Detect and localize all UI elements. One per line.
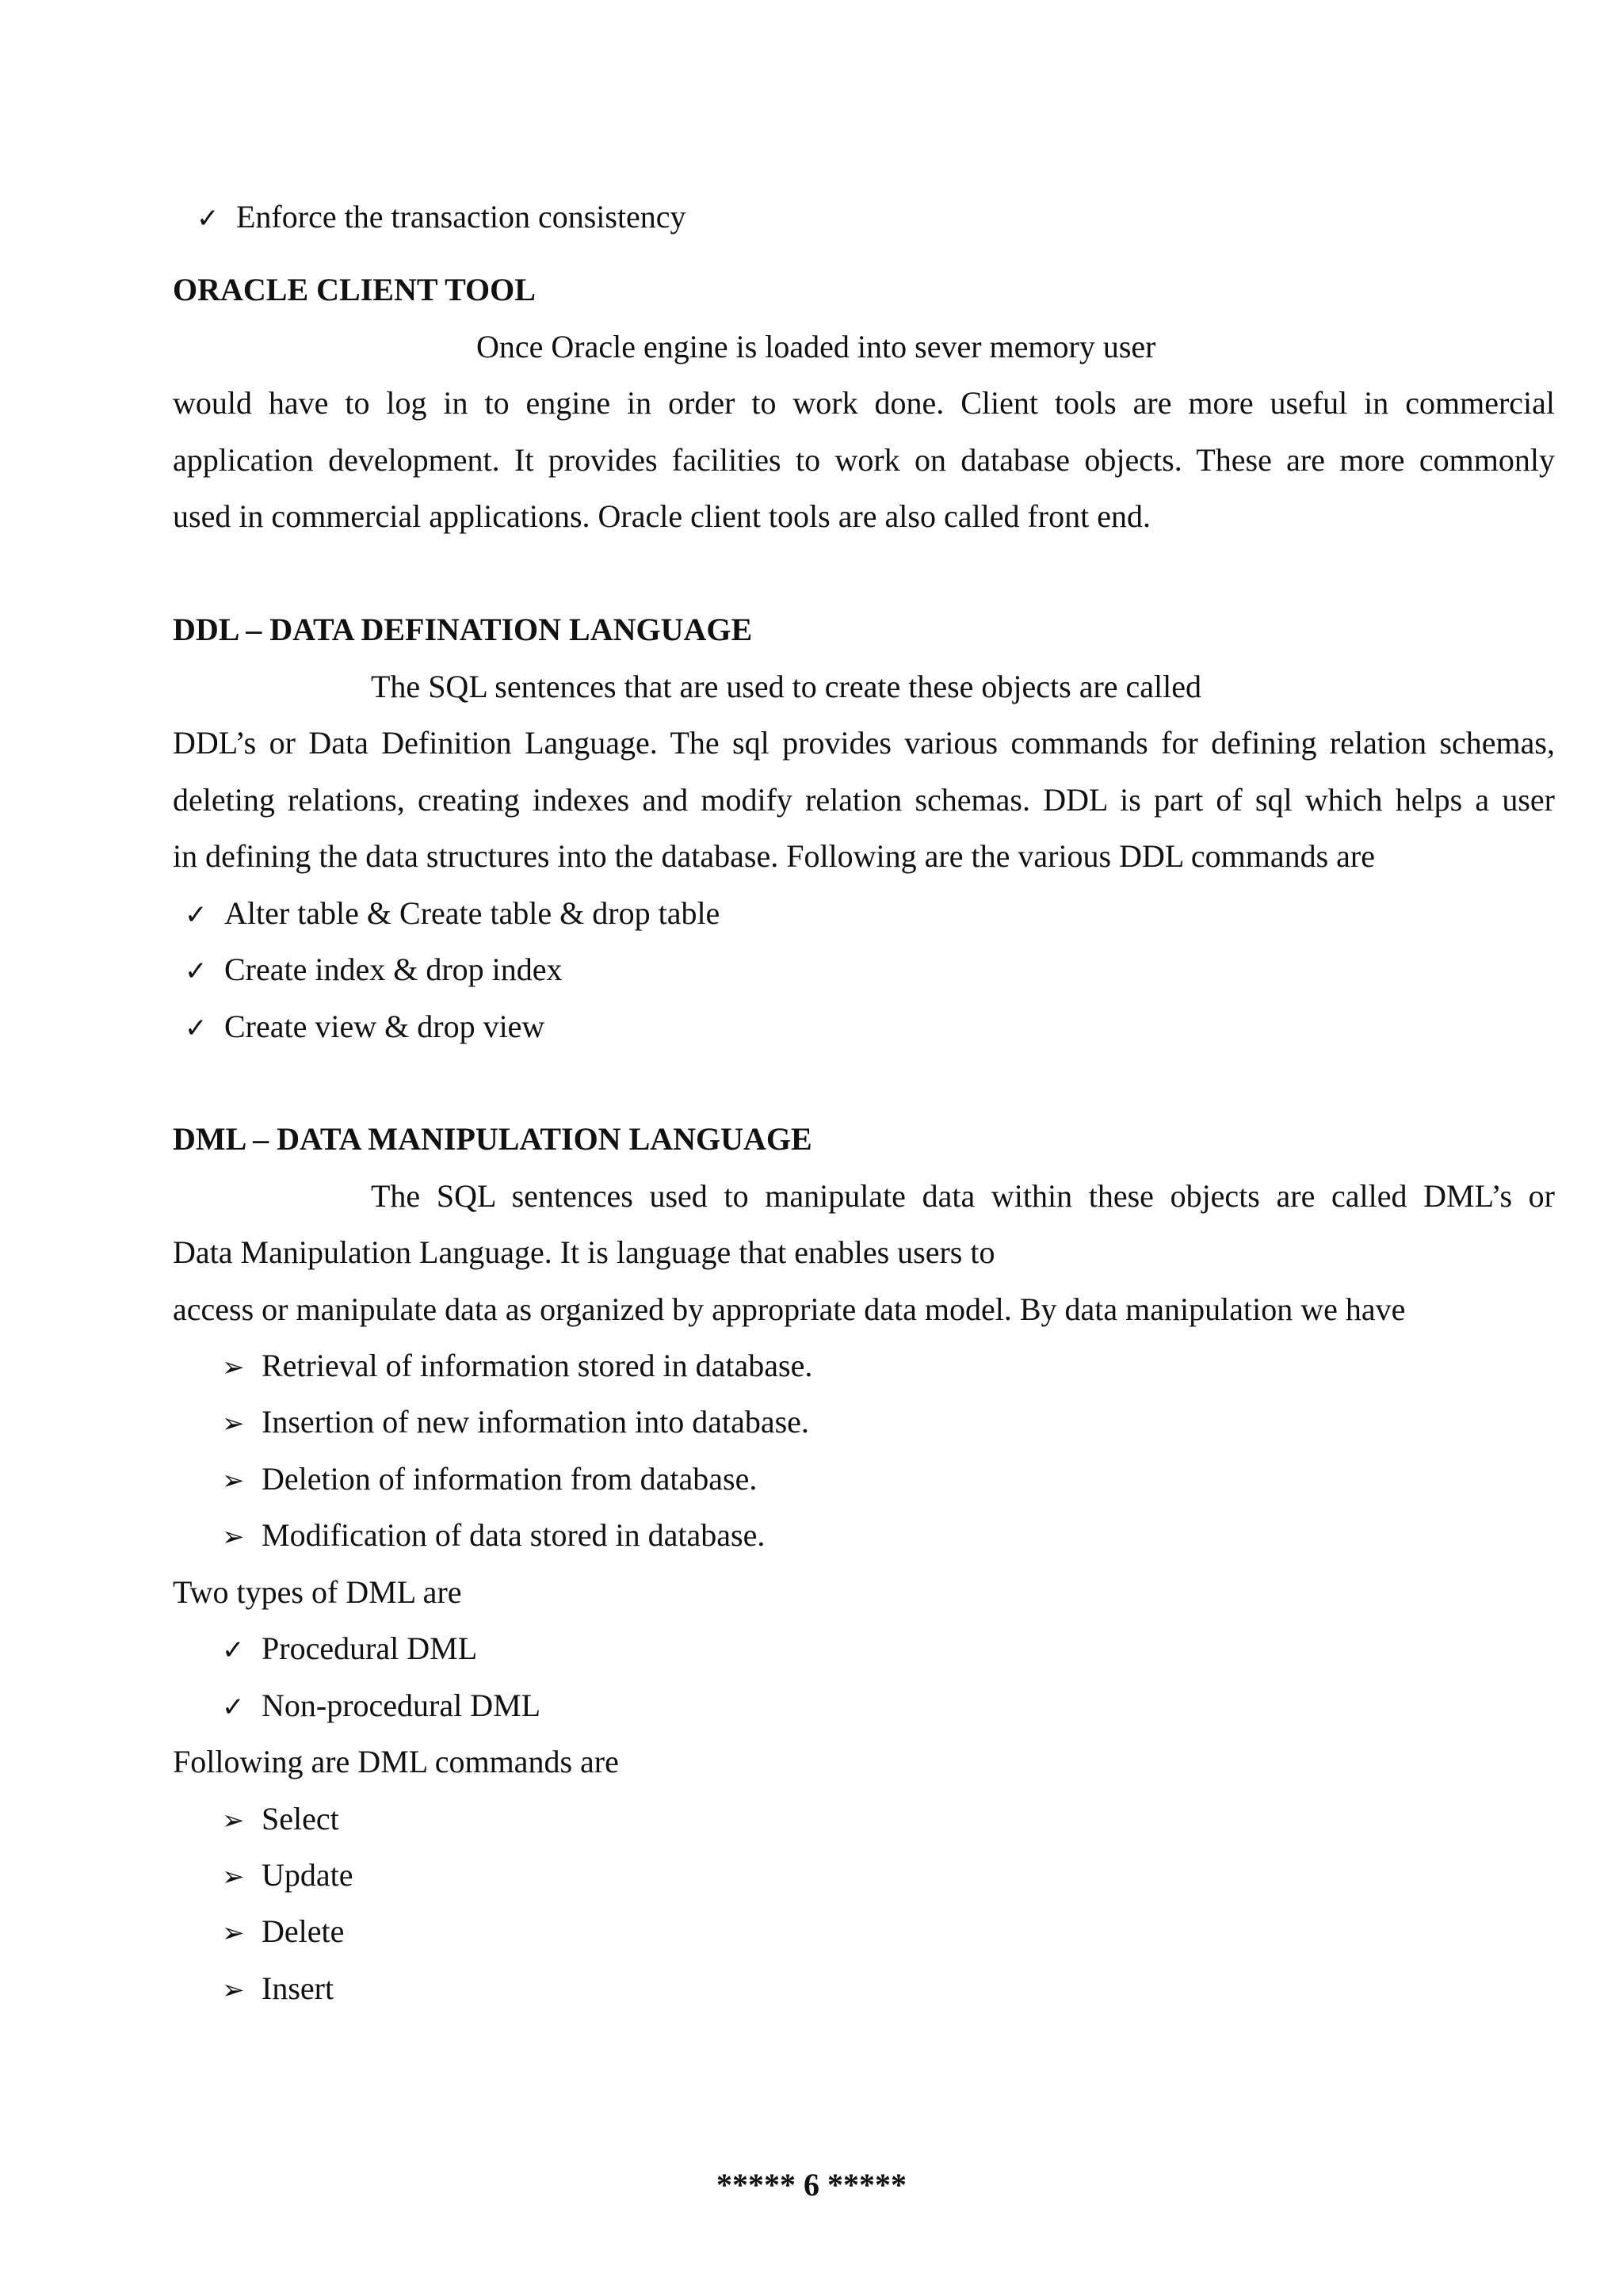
list-item-text: Deletion of information from database. (262, 1461, 758, 1497)
section-heading-ddl: DDL – DATA DEFINATION LANGUAGE (173, 612, 753, 647)
list-item-text: Create view & drop view (224, 1009, 545, 1044)
paragraph-line: used in commercial applications. Oracle client tools are also called front end. (173, 498, 1151, 534)
checkmark-icon: ✓ (185, 899, 208, 931)
arrow-bullet-icon: ➢ (222, 1805, 245, 1836)
section-heading-dml: DML – DATA MANIPULATION LANGUAGE (173, 1121, 812, 1157)
list-item (185, 1007, 544, 1048)
arrow-bullet-icon: ➢ (222, 1974, 245, 2006)
arrow-bullet-icon: ➢ (222, 1521, 245, 1553)
list-item (222, 1799, 339, 1840)
list-item-text: Delete (262, 1913, 345, 1949)
list-item (222, 1402, 809, 1444)
list-item (222, 1459, 757, 1501)
list-item (185, 950, 563, 991)
paragraph-line: in defining the data structures into the database. Following are the various DDL commands are (173, 838, 1375, 874)
paragraph-line: Data Manipulation Language. It is language that enables users to (173, 1234, 995, 1270)
paragraph-line: DDL’s or Data Definition Language. The sql provides various commands for defining relation schemas, (173, 725, 1555, 761)
list-item-text: Alter table & Create table & drop table (224, 895, 720, 931)
list-item (222, 1346, 812, 1387)
list-item (222, 1686, 540, 1727)
list-item (197, 197, 686, 238)
paragraph-line: deleting relations, creating indexes and modify relation schemas. DDL is part of sql which helps a user (173, 782, 1555, 818)
list-item-text: Non-procedural DML (262, 1688, 541, 1723)
list-item-text: Update (262, 1857, 353, 1893)
paragraph-line: application development. It provides facilities to work on database objects. These are more commonly (173, 442, 1555, 478)
paragraph-line: would have to log in to engine in order to work done. Client tools are more useful in commercial (173, 385, 1555, 421)
list-item-text: Procedural DML (262, 1630, 478, 1666)
list-item (185, 894, 720, 935)
list-item (222, 1629, 477, 1670)
paragraph-line: access or manipulate data as organized by appropriate data model. By data manipulation we have (173, 1291, 1406, 1327)
list-item-text: Insert (262, 1970, 334, 2006)
list-item (222, 1516, 765, 1557)
arrow-bullet-icon: ➢ (222, 1861, 245, 1893)
paragraph-line: The SQL sentences used to manipulate data within these objects are called DML’s or (371, 1178, 1555, 1214)
paragraph-line: The SQL sentences that are used to create these objects are called (371, 669, 1202, 704)
list-item-text: Enforce the transaction consistency (236, 199, 686, 235)
list-item-text: Insertion of new information into database. (262, 1404, 809, 1440)
checkmark-icon: ✓ (222, 1691, 245, 1723)
list-item-text: Select (262, 1801, 339, 1836)
arrow-bullet-icon: ➢ (222, 1408, 245, 1440)
list-item (222, 1969, 334, 2010)
list-item (222, 1855, 353, 1897)
list-item-text: Modification of data stored in database. (262, 1517, 766, 1553)
checkmark-icon: ✓ (185, 1013, 208, 1044)
paragraph-line: Following are DML commands are (173, 1744, 619, 1779)
list-item-text: Retrieval of information stored in database. (262, 1348, 813, 1383)
page-number: ***** 6 ***** (716, 2167, 907, 2203)
list-item (222, 1912, 344, 1953)
paragraph-line: Once Oracle engine is loaded into sever memory user (476, 329, 1156, 364)
paragraph-line: Two types of DML are (173, 1574, 462, 1610)
checkmark-icon: ✓ (185, 955, 208, 987)
arrow-bullet-icon: ➢ (222, 1917, 245, 1949)
checkmark-icon: ✓ (222, 1634, 245, 1666)
arrow-bullet-icon: ➢ (222, 1352, 245, 1383)
arrow-bullet-icon: ➢ (222, 1465, 245, 1497)
list-item-text: Create index & drop index (224, 952, 563, 987)
section-heading-oracle-client-tool: ORACLE CLIENT TOOL (173, 272, 536, 307)
checkmark-icon: ✓ (197, 203, 220, 235)
